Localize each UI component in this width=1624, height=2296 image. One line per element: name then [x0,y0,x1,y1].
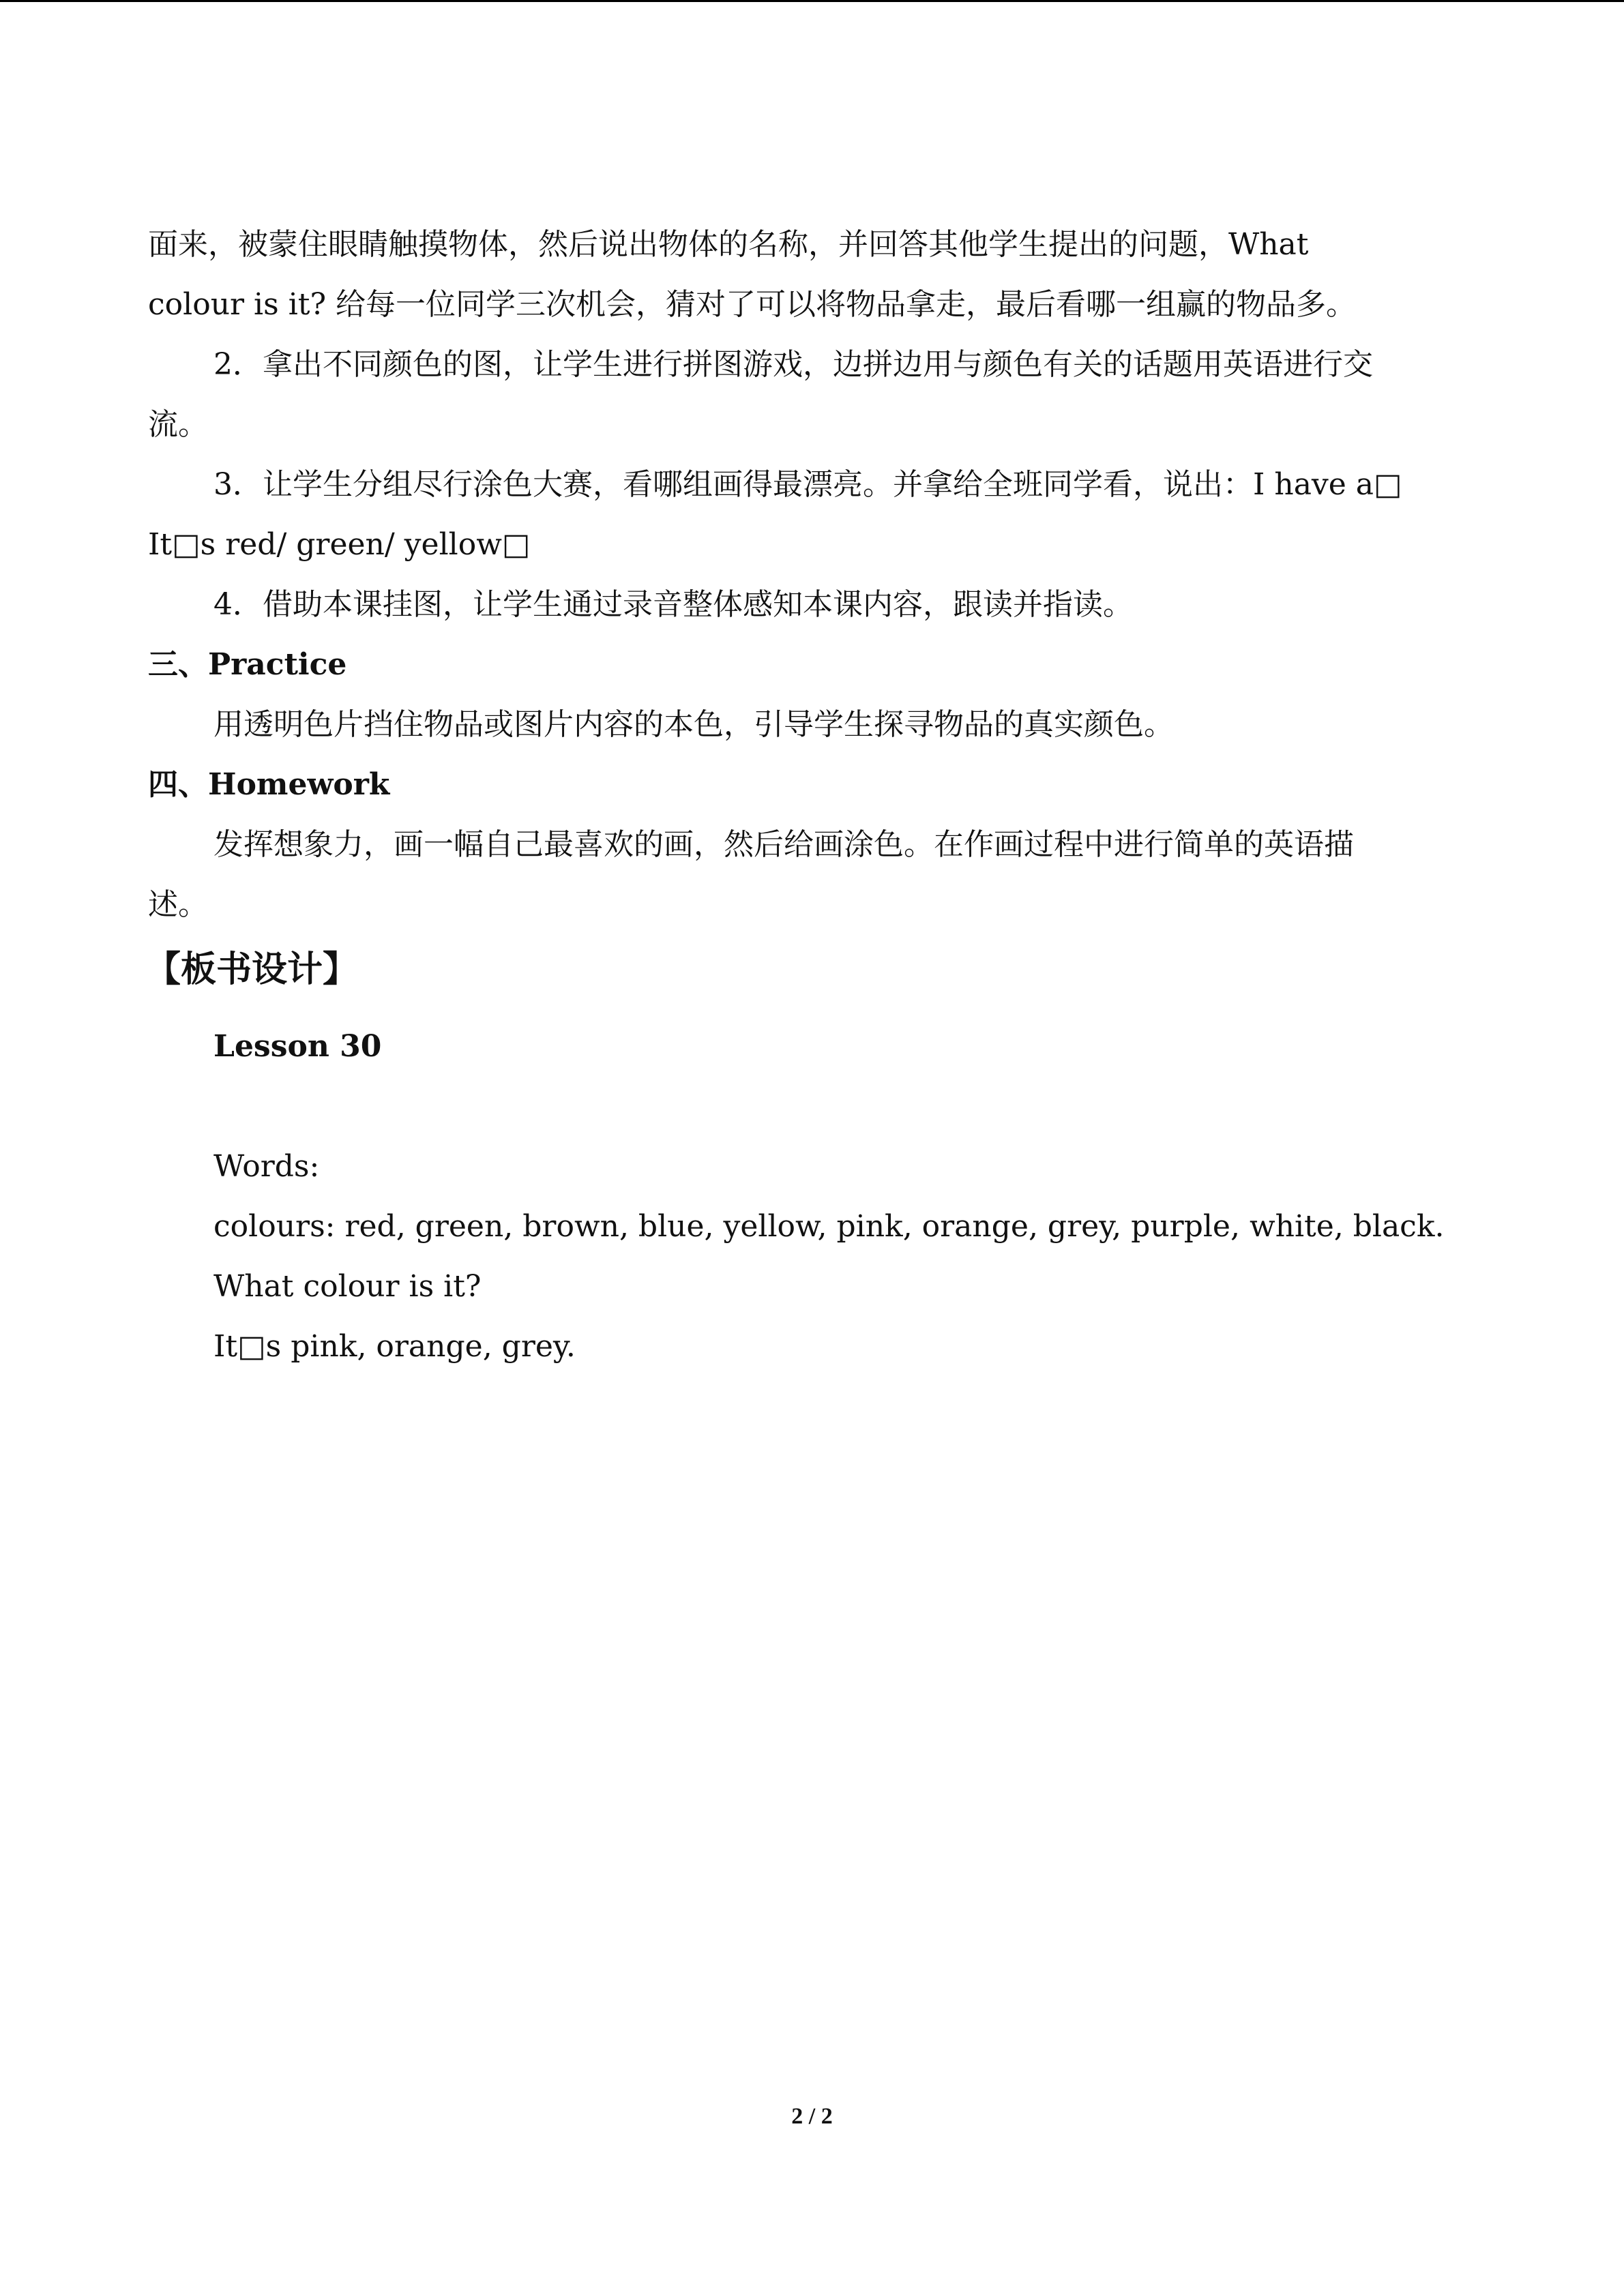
paragraph-1-line-2: colour is it? 给每一位同学三次机会，猜对了可以将物品拿走，最后看哪一组赢的物品多。 [148,287,1357,322]
spacer [213,1077,1478,1137]
homework-text-line-2: 述。 [148,887,208,922]
document-body [145,215,1478,1377]
paragraph-1-line-1: 面来，被蒙住眼睛触摸物体，然后说出物体的名称，并回答其他学生提出的问题，What [148,227,1309,262]
paragraph-2-line-2: 流。 [148,407,208,442]
words-label: Words: [213,1149,320,1184]
board-design-title: 【板书设计】 [145,949,359,990]
paragraph-3-line-2: It□s red/ green/ yellow□ [148,527,531,562]
lesson-title: Lesson 30 [213,1029,382,1064]
board-design [148,1017,1478,1377]
answer-sentence: It□s pink, orange, grey. [213,1329,576,1364]
practice-text: 用透明色片挡住物品或图片内容的本色，引导学生探寻物品的真实颜色。 [213,707,1174,742]
paragraph-4: 4．借助本课挂图，让学生通过录音整体感知本课内容，跟读并指读。 [213,587,1133,622]
homework-text-line-1: 发挥想象力，画一幅自己最喜欢的画，然后给画涂色。在作画过程中进行简单的英语描 [213,827,1354,862]
practice-heading: 三、Practice [148,647,347,682]
colours-list: colours: red, green, brown, blue, yellow, pink, orange, grey, purple, white, black. [213,1209,1445,1244]
paragraph-3-line-1: 3．让学生分组尽行涂色大赛，看哪组画得最漂亮。并拿给全班同学看，说出：I have a□ [213,467,1402,502]
page-top-border [0,0,1624,2]
paragraph-2-line-1: 2．拿出不同颜色的图，让学生进行拼图游戏，边拼边用与颜色有关的话题用英语进行交 [213,347,1373,382]
question-sentence: What colour is it? [213,1269,482,1304]
page-number: 2 / 2 [791,2104,833,2129]
homework-heading: 四、Homework [148,767,390,802]
